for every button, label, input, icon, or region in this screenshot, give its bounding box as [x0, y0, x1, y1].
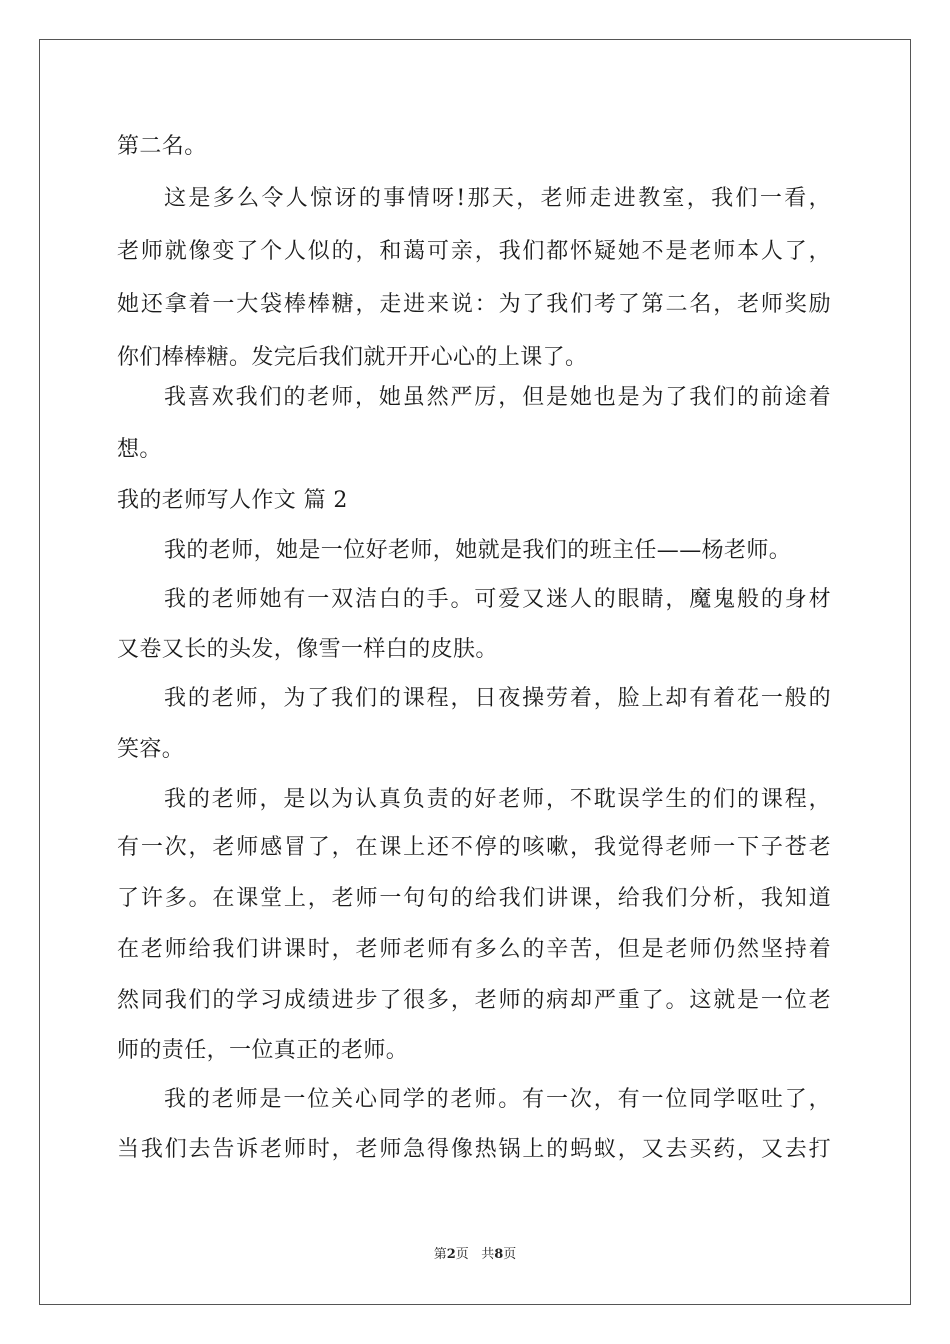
- text-line: 你们棒棒糖。发完后我们就开开心心的上课了。: [117, 345, 588, 370]
- text-line: 又卷又长的头发，像雪一样白的皮肤。: [117, 637, 498, 662]
- text-line: 我的老师，为了我们的课程，日夜操劳着，脸上却有着花一般的: [164, 686, 831, 711]
- text-line: 我喜欢我们的老师，她虽然严厉，但是她也是为了我们的前途着: [164, 385, 831, 410]
- text-line: 笑容。: [117, 737, 185, 762]
- text-line: 老师就像变了个人似的，和蔼可亲，我们都怀疑她不是老师本人了，: [117, 239, 831, 264]
- page-border: [39, 39, 911, 1305]
- total-page-count: 8: [494, 1247, 504, 1262]
- text-line: 她还拿着一大袋棒棒糖，走进来说：为了我们考了第二名，老师奖励: [117, 292, 831, 317]
- text-line: 了许多。在课堂上，老师一句句的给我们讲课，给我们分析，我知道: [117, 886, 831, 911]
- text-line: 想。: [117, 437, 162, 462]
- text-line: 我的老师是一位关心同学的老师。有一次，有一位同学呕吐了，: [164, 1087, 831, 1112]
- footer-page-suffix: 页: [455, 1247, 469, 1262]
- text-line: 这是多么令人惊讶的事情呀!那天，老师走进教室，我们一看，: [164, 186, 831, 211]
- text-line: 在老师给我们讲课时，老师老师有多么的辛苦，但是老师仍然坚持着: [117, 937, 831, 962]
- text-line: 然同我们的学习成绩进步了很多，老师的病却严重了。这就是一位老: [117, 988, 831, 1013]
- text-line: 我的老师她有一双洁白的手。可爱又迷人的眼睛，魔鬼般的身材: [164, 587, 831, 612]
- text-line: 当我们去告诉老师时，老师急得像热锅上的蚂蚁，又去买药，又去打: [117, 1137, 831, 1162]
- text-line: 师的责任，一位真正的老师。: [117, 1038, 409, 1063]
- text-line: 有一次，老师感冒了，在课上还不停的咳嗽，我觉得老师一下子苍老: [117, 835, 831, 860]
- footer-total-prefix: 共: [481, 1247, 495, 1262]
- text-line: 第二名。: [117, 134, 207, 159]
- section-heading: 我的老师写人作文 篇 2: [117, 488, 348, 513]
- text-line: 我的老师，是以为认真负责的好老师，不耽误学生的们的课程，: [164, 787, 831, 812]
- footer-prefix: 第: [433, 1247, 447, 1262]
- page-footer: [0, 1246, 950, 1264]
- current-page-number: 2: [446, 1247, 456, 1262]
- footer-total-suffix: 页: [503, 1247, 517, 1262]
- text-line: 我的老师，她是一位好老师，她就是我们的班主任——杨老师。: [164, 538, 792, 563]
